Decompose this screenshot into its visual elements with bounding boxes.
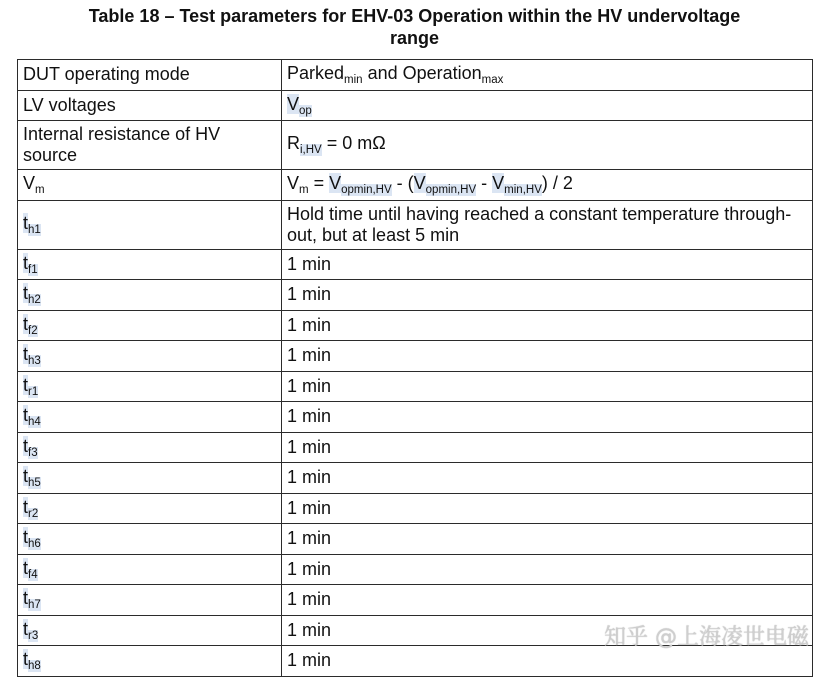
cell-text: = 0 mΩ (321, 133, 386, 154)
cell-text: 1 min (287, 589, 332, 610)
subscript-text: r2 (28, 507, 39, 520)
cell-text: V (329, 173, 342, 193)
table-row (18, 200, 813, 249)
value-cell (282, 463, 813, 494)
cell-text: t (23, 649, 29, 669)
parameter-cell (18, 249, 282, 280)
cell-text: Internal resistance of HV source (23, 124, 221, 165)
subscript-text: f2 (28, 324, 38, 337)
cell-text: 1 min (287, 253, 332, 274)
subscript-text: h4 (28, 416, 41, 428)
parameter-cell (18, 524, 282, 555)
parameter-cell (18, 463, 282, 494)
subscript-text: opmin,HV (341, 184, 392, 196)
cell-text: LV voltages (23, 94, 116, 115)
value-cell (282, 402, 813, 433)
subscript-text: i,HV (300, 144, 322, 157)
subscript-text: h2 (28, 294, 41, 306)
subscript-text: min,HV (504, 184, 542, 196)
subscript-text: f1 (28, 263, 38, 276)
subscript-text: h8 (28, 660, 41, 672)
subscript-text: f3 (28, 446, 38, 459)
cell-text: 1 min (287, 467, 332, 488)
parameter-cell (18, 646, 282, 677)
parameter-cell (18, 585, 282, 616)
table-row (18, 60, 813, 91)
parameter-cell (18, 371, 282, 402)
parameter-cell (18, 402, 282, 433)
cell-text: 1 min (287, 528, 332, 549)
watermark: 知乎 @上海凌世电磁 (604, 625, 809, 650)
cell-text: 1 min (287, 406, 332, 427)
value-cell (282, 646, 813, 677)
cell-text: V (287, 173, 300, 193)
value-cell (282, 60, 813, 91)
table-row (18, 402, 813, 433)
table-row (18, 280, 813, 311)
value-cell (282, 554, 813, 585)
subscript-text: op (299, 104, 312, 117)
cell-text: t (23, 435, 29, 456)
cell-text: - (476, 173, 493, 193)
table-row (18, 463, 813, 494)
value-cell (282, 90, 813, 121)
parameter-cell (18, 432, 282, 463)
cell-text: - ( (391, 173, 414, 193)
parameter-cell (18, 615, 282, 646)
table-row (18, 90, 813, 121)
subscript-text: m (35, 184, 45, 196)
value-cell (282, 585, 813, 616)
subscript-text: h7 (28, 599, 41, 611)
table-row (18, 554, 813, 585)
cell-text: t (23, 313, 29, 334)
parameter-cell (18, 200, 282, 249)
parameter-cell (18, 341, 282, 372)
subscript-text: h1 (28, 223, 41, 236)
cell-text: 1 min (287, 436, 332, 457)
cell-text: t (23, 618, 29, 639)
subscript-text: m (299, 184, 309, 196)
cell-text: = (308, 173, 330, 193)
table-row (18, 524, 813, 555)
value-cell (282, 341, 813, 372)
cell-text: t (23, 496, 29, 517)
cell-text: 1 min (287, 375, 332, 396)
cell-text: 1 min (287, 619, 332, 640)
table-row (18, 249, 813, 280)
subscript-text: min (344, 74, 363, 86)
cell-text: R (287, 133, 300, 154)
table-row (18, 615, 813, 646)
cell-text: DUT operating mode (23, 64, 190, 85)
subscript-text: r1 (28, 385, 39, 398)
table-row (18, 493, 813, 524)
value-cell (282, 524, 813, 555)
parameter-cell (18, 554, 282, 585)
subscript-text: h5 (28, 477, 41, 489)
cell-text: 1 min (287, 558, 332, 579)
cell-text: t (23, 374, 29, 395)
value-cell (282, 432, 813, 463)
cell-text: t (23, 252, 29, 273)
table-row (18, 646, 813, 677)
table-row (18, 371, 813, 402)
cell-text: V (413, 173, 426, 193)
parameter-table-body (18, 60, 813, 677)
value-cell (282, 615, 813, 646)
value-cell (282, 280, 813, 311)
parameter-cell (18, 90, 282, 121)
value-cell (282, 249, 813, 280)
cell-text: and Operation (362, 63, 482, 83)
table-row (18, 121, 813, 170)
value-cell (282, 310, 813, 341)
cell-text: t (23, 588, 29, 608)
cell-text: t (23, 527, 29, 547)
value-cell (282, 493, 813, 524)
subscript-text: r3 (28, 629, 39, 642)
table-title: Table 18 – Test parameters for EHV-03 Operation within the HV undervoltage range (88, 6, 741, 48)
table-row (18, 585, 813, 616)
subscript-text: h6 (28, 538, 41, 550)
cell-text: t (23, 344, 29, 364)
cell-text: 1 min (287, 497, 332, 518)
subscript-text: opmin,HV (425, 184, 477, 196)
table-row (18, 341, 813, 372)
value-cell (282, 200, 813, 249)
value-cell (282, 371, 813, 402)
value-cell (282, 121, 813, 170)
cell-text: t (23, 212, 29, 233)
cell-text: t (23, 405, 29, 425)
cell-text: 1 min (287, 650, 332, 671)
parameter-cell (18, 121, 282, 170)
parameter-cell (18, 493, 282, 524)
subscript-text: f4 (28, 568, 38, 581)
cell-text: 1 min (287, 314, 332, 335)
value-cell (282, 170, 813, 201)
table-row (18, 170, 813, 201)
parameter-cell (18, 280, 282, 311)
cell-text: V (23, 173, 36, 193)
cell-text: ) / 2 (541, 173, 573, 193)
table-row (18, 432, 813, 463)
cell-text: Hold time until having reached a constant temperature through-out, but at least 5 min (287, 203, 792, 245)
subscript-text: max (481, 74, 504, 86)
parameter-cell (18, 60, 282, 91)
cell-text: 1 min (287, 284, 332, 305)
cell-text: t (23, 283, 29, 303)
parameter-cell (18, 170, 282, 201)
parameter-cell (18, 310, 282, 341)
cell-text: Parked (287, 63, 345, 83)
cell-text: t (23, 466, 29, 486)
parameter-table (17, 59, 813, 677)
cell-text: 1 min (287, 345, 332, 366)
cell-text: V (492, 173, 505, 193)
cell-text: t (23, 557, 29, 578)
table-row (18, 310, 813, 341)
cell-text: V (287, 93, 300, 114)
subscript-text: h3 (28, 355, 41, 367)
